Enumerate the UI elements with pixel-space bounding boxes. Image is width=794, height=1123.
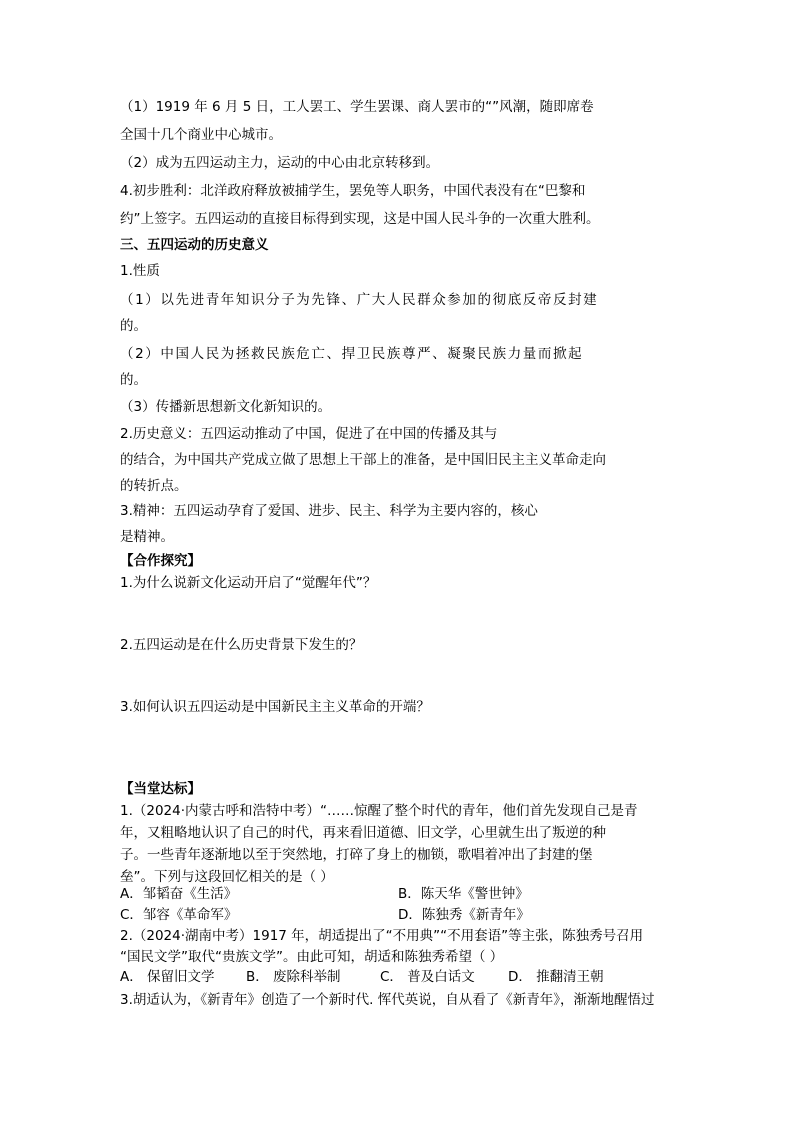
option-d[interactable]: D．陈独秀《新青年》 [398,907,530,923]
text-line [120,449,680,471]
text: （2） [120,155,156,171]
question-2: 2.五四运动是在什么历史背景下发生的？ [120,637,363,653]
option-c[interactable]: C．邹容《革命军》 [120,907,238,923]
text: 。 [133,318,147,334]
quiz-q1-line: 1.（2024·内蒙古呼和浩特中考）“……惊醒了整个时代的青年，他们首先发现自己是青 [120,803,638,819]
text: 成为五四运动主力，运动的中心由北京转移到 [155,155,426,171]
question-3: 3.如何认识五四运动是中国新民主主义革命的开端？ [120,699,430,715]
quiz-q1-line: 垒”。下列与这段回忆相关的是（ ） [120,869,334,885]
option-d[interactable]: D． 推翻清王朝 [508,969,604,985]
text: 4.初步胜利：北洋政府释放被捕学生，罢免 [120,183,376,199]
text: 。 [317,399,332,415]
text-line: 全国十几个商业中心城市。 [120,127,282,143]
option-a[interactable]: A． 保留旧文学 [120,969,215,985]
text: ，核心 [497,503,538,519]
quiz-q1-line: 年，又粗略地认识了自己的时代，再来看旧道德、旧文学，心里就生出了叛逆的种 [120,825,606,841]
option-b[interactable]: B．陈天华《警世钟》 [398,886,529,902]
text-line [120,396,680,418]
question-1: 1.为什么说新文化运动开启了“觉醒年代”？ [120,575,377,591]
text: ，促进了 [321,426,376,442]
text: 精神。 [133,529,174,545]
text-line [120,500,680,522]
text-line: 的转折点。 [120,478,188,494]
text-line: （2）中国人民为拯救民族危亡、捍卫民族尊严、凝聚民族力量而掀起 [120,346,584,362]
option-a[interactable]: A．邹韬奋《生活》 [120,886,238,902]
initial-victory-line [120,180,680,202]
text-line: （1）以先进青年知识分子为先锋、广大人民群众参加的彻底反帝反封建 [120,292,599,308]
text-line [120,423,680,445]
text-line [120,208,680,230]
text: （3）传播新思想新文化新知识的 [120,399,318,415]
text: 的结合，为中国共产党成立做了思想上干部上的准备，是中国旧民主主义革命走向 [120,452,606,468]
text: 的 [120,318,134,334]
text-line [120,526,680,548]
text: 。 [133,372,147,388]
text: （1）1919 年 6 月 5 日，工人罢工、学生罢课、商人罢市的“ [120,99,493,115]
text: ”风潮，随即席卷 [492,99,594,115]
option-c[interactable]: C． 普及白话文 [380,969,475,985]
text: 。 [425,155,440,171]
text: 在中国的传播及其与 [375,426,498,442]
option-b[interactable]: B． 废除科举制 [246,969,341,985]
strike-wave-line [120,96,680,118]
text-line [120,369,680,391]
section-heading: 三、五四运动的历史意义 [120,237,269,253]
text: 斗争的一次重大胜利。 [464,211,600,227]
text-line: 1.性质 [120,263,160,279]
coop-heading: 【合作探究】 [120,553,201,569]
text: 2.历史意义：五四运动推动了中国 [120,426,322,442]
quiz-q3-line: 3.胡适认为，《新青年》创造了一个新时代. 恽代英说，自从看了《新青年》，渐渐地醒悟过 [120,992,655,1008]
text: 约”上签字。五四运动的直接目标得到实现，这是中国人民 [120,211,465,227]
text: 3.精神：五四运动孕育了爱国、进步、民主、科学为主要内容的 [120,503,498,519]
quiz-q2-line: 2.（2024·湖南中考）1917 年，胡适提出了“不用典”“不用套语”等主张，陈独秀号召用 [120,928,644,944]
quiz-q2-line: “国民文学”取代“贵族文学”。由此可知，胡适和陈独秀希望（ ） [120,949,504,965]
quiz-heading: 【当堂达标】 [120,781,201,797]
main-force-line [120,152,680,174]
quiz-q1-line: 子。一些青年逐渐地以至于突然地，打碎了身上的枷锁，歌唱着冲出了封建的堡 [120,847,593,863]
text-line [120,315,680,337]
text: 等人职务，中国代表没有在“巴黎和 [375,183,586,199]
text: 的 [120,372,134,388]
text: 是 [120,529,134,545]
